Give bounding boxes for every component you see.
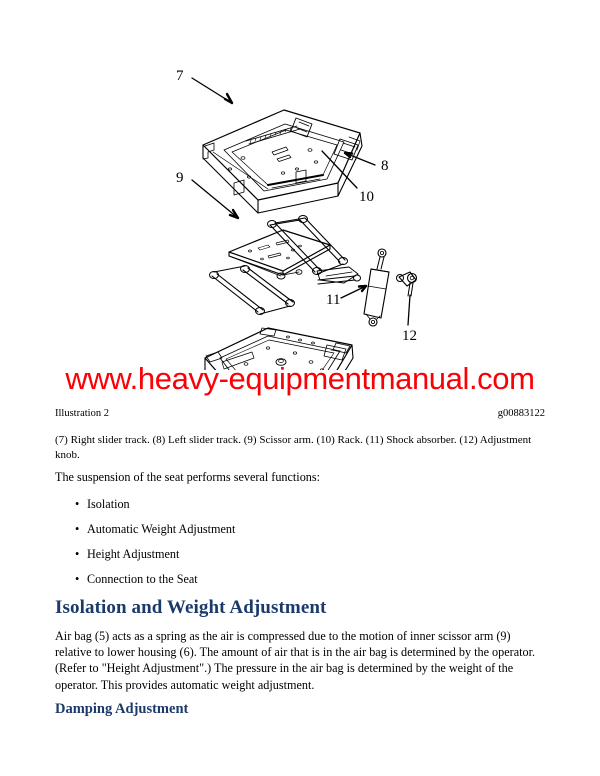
callout-label-7: 7 [176, 68, 184, 84]
bullet-marker-icon: • [75, 497, 80, 511]
section-paragraph: Air bag (5) acts as a spring as the air is compressed due to the motion of inner scissor arm (9) relative to lower housing (6). The amount of air that is in the air bag is determined by the operator. (Refer to "Height Adjustment".) The pressure in the air bag is determined by the weight of the operator. This provides automatic weight adjustment. [55, 629, 536, 692]
intro-paragraph: The suspension of the seat performs several functions: [55, 470, 321, 484]
section-heading: Isolation and Weight Adjustment [55, 597, 327, 618]
site-watermark: www.heavy-equipmentmanual.com [65, 361, 535, 396]
callout-label-10: 10 [359, 189, 374, 205]
slider-track-assembly [203, 110, 362, 213]
list-item-label: Automatic Weight Adjustment [87, 522, 236, 536]
bullet-marker-icon: • [75, 547, 80, 561]
list-item-label: Connection to the Seat [87, 572, 198, 586]
list-item-label: Height Adjustment [87, 547, 180, 561]
callout-label-11: 11 [326, 292, 341, 308]
bullet-marker-icon: • [75, 572, 80, 586]
illustration-caption-label: Illustration 2 [55, 408, 109, 419]
adjustment-knob-part [397, 272, 417, 296]
illustration-legend: (7) Right slider track. (8) Left slider track. (9) Scissor arm. (10) Rack. (11) Shock absorber. (12) Adjustment knob. [55, 434, 532, 461]
list-item [55, 567, 545, 592]
callout-label-9: 9 [176, 170, 184, 186]
shock-absorber-part [364, 249, 389, 326]
callout-label-12: 12 [402, 328, 417, 344]
list-item [55, 517, 545, 542]
list-item-label: Isolation [87, 497, 130, 511]
functions-bullet-list [55, 492, 545, 592]
illustration-graphic-number: g00883122 [497, 408, 545, 419]
callout-label-8: 8 [381, 158, 389, 174]
list-item [55, 542, 545, 567]
subsection-heading: Damping Adjustment [55, 701, 189, 717]
bullet-marker-icon: • [75, 522, 80, 536]
illustration-caption-row [55, 407, 545, 421]
illustration-figure [0, 40, 600, 370]
list-item [55, 492, 545, 517]
